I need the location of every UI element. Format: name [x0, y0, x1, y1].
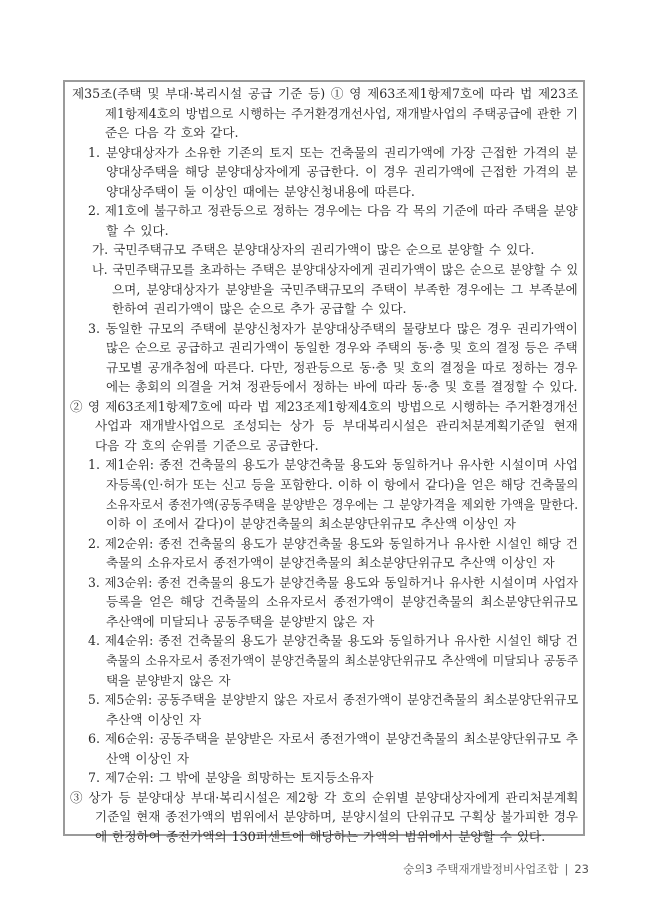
article-line: 택을 분양받지 않은 자	[106, 672, 231, 688]
article-line: 가. 국민주택규모 주택은 분양대상자의 권리가액이 많은 순으로 분양할 수 있다.	[92, 242, 535, 258]
article-line: 많은 순으로 공급하고 권리가액이 동일한 경우와 주택의 동·층 및 호의 결정 등은 주택	[106, 340, 578, 356]
article-line: 양대상주택이 둘 이상인 때에는 분양신청내용에 따른다.	[106, 183, 415, 199]
article-line: 2. 제2순위: 종전 건축물의 용도가 분양건축물 용도와 동일하거나 유사한 시설인 해당 건	[88, 535, 578, 551]
article-line: 이하 이 조에서 같다)이 분양건축물의 최소분양단위규모 추산액 이상인 자	[106, 516, 516, 532]
article-line: 으며, 분양대상자가 분양받을 국민주택규모의 주택이 부족한 경우에는 그 부족분에	[112, 281, 578, 297]
footer-separator: |	[564, 862, 569, 876]
article-line: 5. 제5순위: 공동주택을 분양받지 않은 자로서 종전가액이 분양건축물의 최소분양단위규모	[88, 692, 579, 708]
article-line: 추산액에 미달되나 공동주택을 분양받지 않은 자	[106, 613, 375, 629]
article-line: 7. 제7순위: 그 밖에 분양을 희망하는 토지등소유자	[88, 770, 374, 786]
article-line: 사업과 재개발사업으로 조성되는 상가 등 부대복리시설은 관리처분계획기준일 현재	[95, 418, 578, 434]
footer-organization: 숭의3 주택재개발정비사업조합	[403, 862, 559, 876]
article-line: ② 영 제63조제1항제7호에 따라 법 제23조제1항제4호의 방법으로 시행하는 주거환경개선	[70, 398, 579, 414]
article-line: 1. 제1순위: 종전 건축물의 용도가 분양건축물 용도와 동일하거나 유사한 시설이며 사업	[88, 457, 578, 473]
article-line: 등록을 얻은 해당 건축물의 소유자로서 종전가액이 분양건축물의 최소분양단위규모	[106, 594, 578, 610]
article-line: 기준일 현재 종전가액의 범위에서 분양하며, 분양시설의 단위규모 구획상 불가피한 경우	[95, 809, 578, 825]
article-line: 준은 다음 각 호와 같다.	[105, 125, 239, 141]
article-line: 한하여 권리가액이 많은 순으로 추가 공급할 수 있다.	[112, 301, 407, 317]
article-line: 규모별 공개추첨에 따른다. 다만, 정관등으로 동·층 및 호의 결정을 따로 정하는 경우	[106, 359, 578, 375]
article-line: 나. 국민주택규모를 초과하는 주택은 분양대상자에게 권리가액이 많은 순으로 분양할 수 있	[92, 261, 579, 277]
article-line: 추산액 이상인 자	[106, 711, 202, 727]
article-line: 자등록(인·허가 또는 신고 등을 포함한다. 이하 이 항에서 같다)을 얻은 해당 건축물의	[106, 477, 579, 492]
page-number: 23	[574, 862, 589, 876]
article-line: 할 수 있다.	[106, 222, 169, 238]
article-line: 3. 제3순위: 종전 건축물의 용도가 분양건축물 용도와 동일하거나 유사한 시설이며 사업자	[88, 574, 579, 590]
article-line: 축물의 소유자로서 종전가액이 분양건축물의 최소분양단위규모 추산액 이상인 자	[106, 555, 555, 571]
article-line: 에는 총회의 의결을 거쳐 정관등에서 정하는 바에 따라 동·층 및 호를 결정할 수 있다.	[106, 379, 578, 395]
article-line: 2. 제1호에 불구하고 정관등으로 정하는 경우에는 다음 각 목의 기준에 따라 주택을 분양	[88, 203, 578, 219]
article-line: 4. 제4순위: 종전 건축물의 용도가 분양건축물 용도와 동일하거나 유사한 시설인 해당 건	[88, 633, 578, 649]
article-line: 소유자로서 종전가액(공동주택을 분양받은 경우에는 그 분양가격을 제외한 가액을 말한다.	[106, 496, 579, 512]
article-line: 축물의 소유자로서 종전가액이 분양건축물의 최소분양단위규모 추산액에 미달되나 공동주	[106, 652, 579, 668]
article-line: 1. 분양대상자가 소유한 기존의 토지 또는 건축물의 권리가액에 가장 근접한 가격의 분	[88, 144, 578, 160]
page-footer	[403, 861, 589, 877]
article-line: 제1항제4호의 방법으로 시행하는 주거환경개선사업, 재개발사업의 주택공급에 관한 기	[105, 105, 578, 121]
article-line: 6. 제6순위: 공동주택을 분양받은 자로서 종전가액이 분양건축물의 최소분양단위규모 추	[88, 731, 579, 747]
article-line: 양대상주택을 해당 분양대상자에게 공급한다. 이 경우 권리가액에 근접한 가격의 분	[106, 164, 578, 180]
article-line: 다음 각 호의 순위를 기준으로 공급한다.	[95, 437, 319, 453]
article-line: 제35조(주택 및 부대·복리시설 공급 기준 등) ① 영 제63조제1항제7호에 따라 법 제23조	[72, 86, 579, 101]
article-line: 3. 동일한 규모의 주택에 분양신청자가 분양대상주택의 물량보다 많은 경우 권리가액이	[88, 320, 578, 336]
article-line: 산액 이상인 자	[106, 750, 189, 766]
article-line: ③ 상가 등 분양대상 부대·복리시설은 제2항 각 호의 순위별 분양대상자에게 관리처분계획	[70, 789, 579, 805]
article-line: 에 한정하여 종전가액의 130퍼센트에 해당하는 가액의 범위에서 분양할 수 있다.	[95, 828, 546, 844]
